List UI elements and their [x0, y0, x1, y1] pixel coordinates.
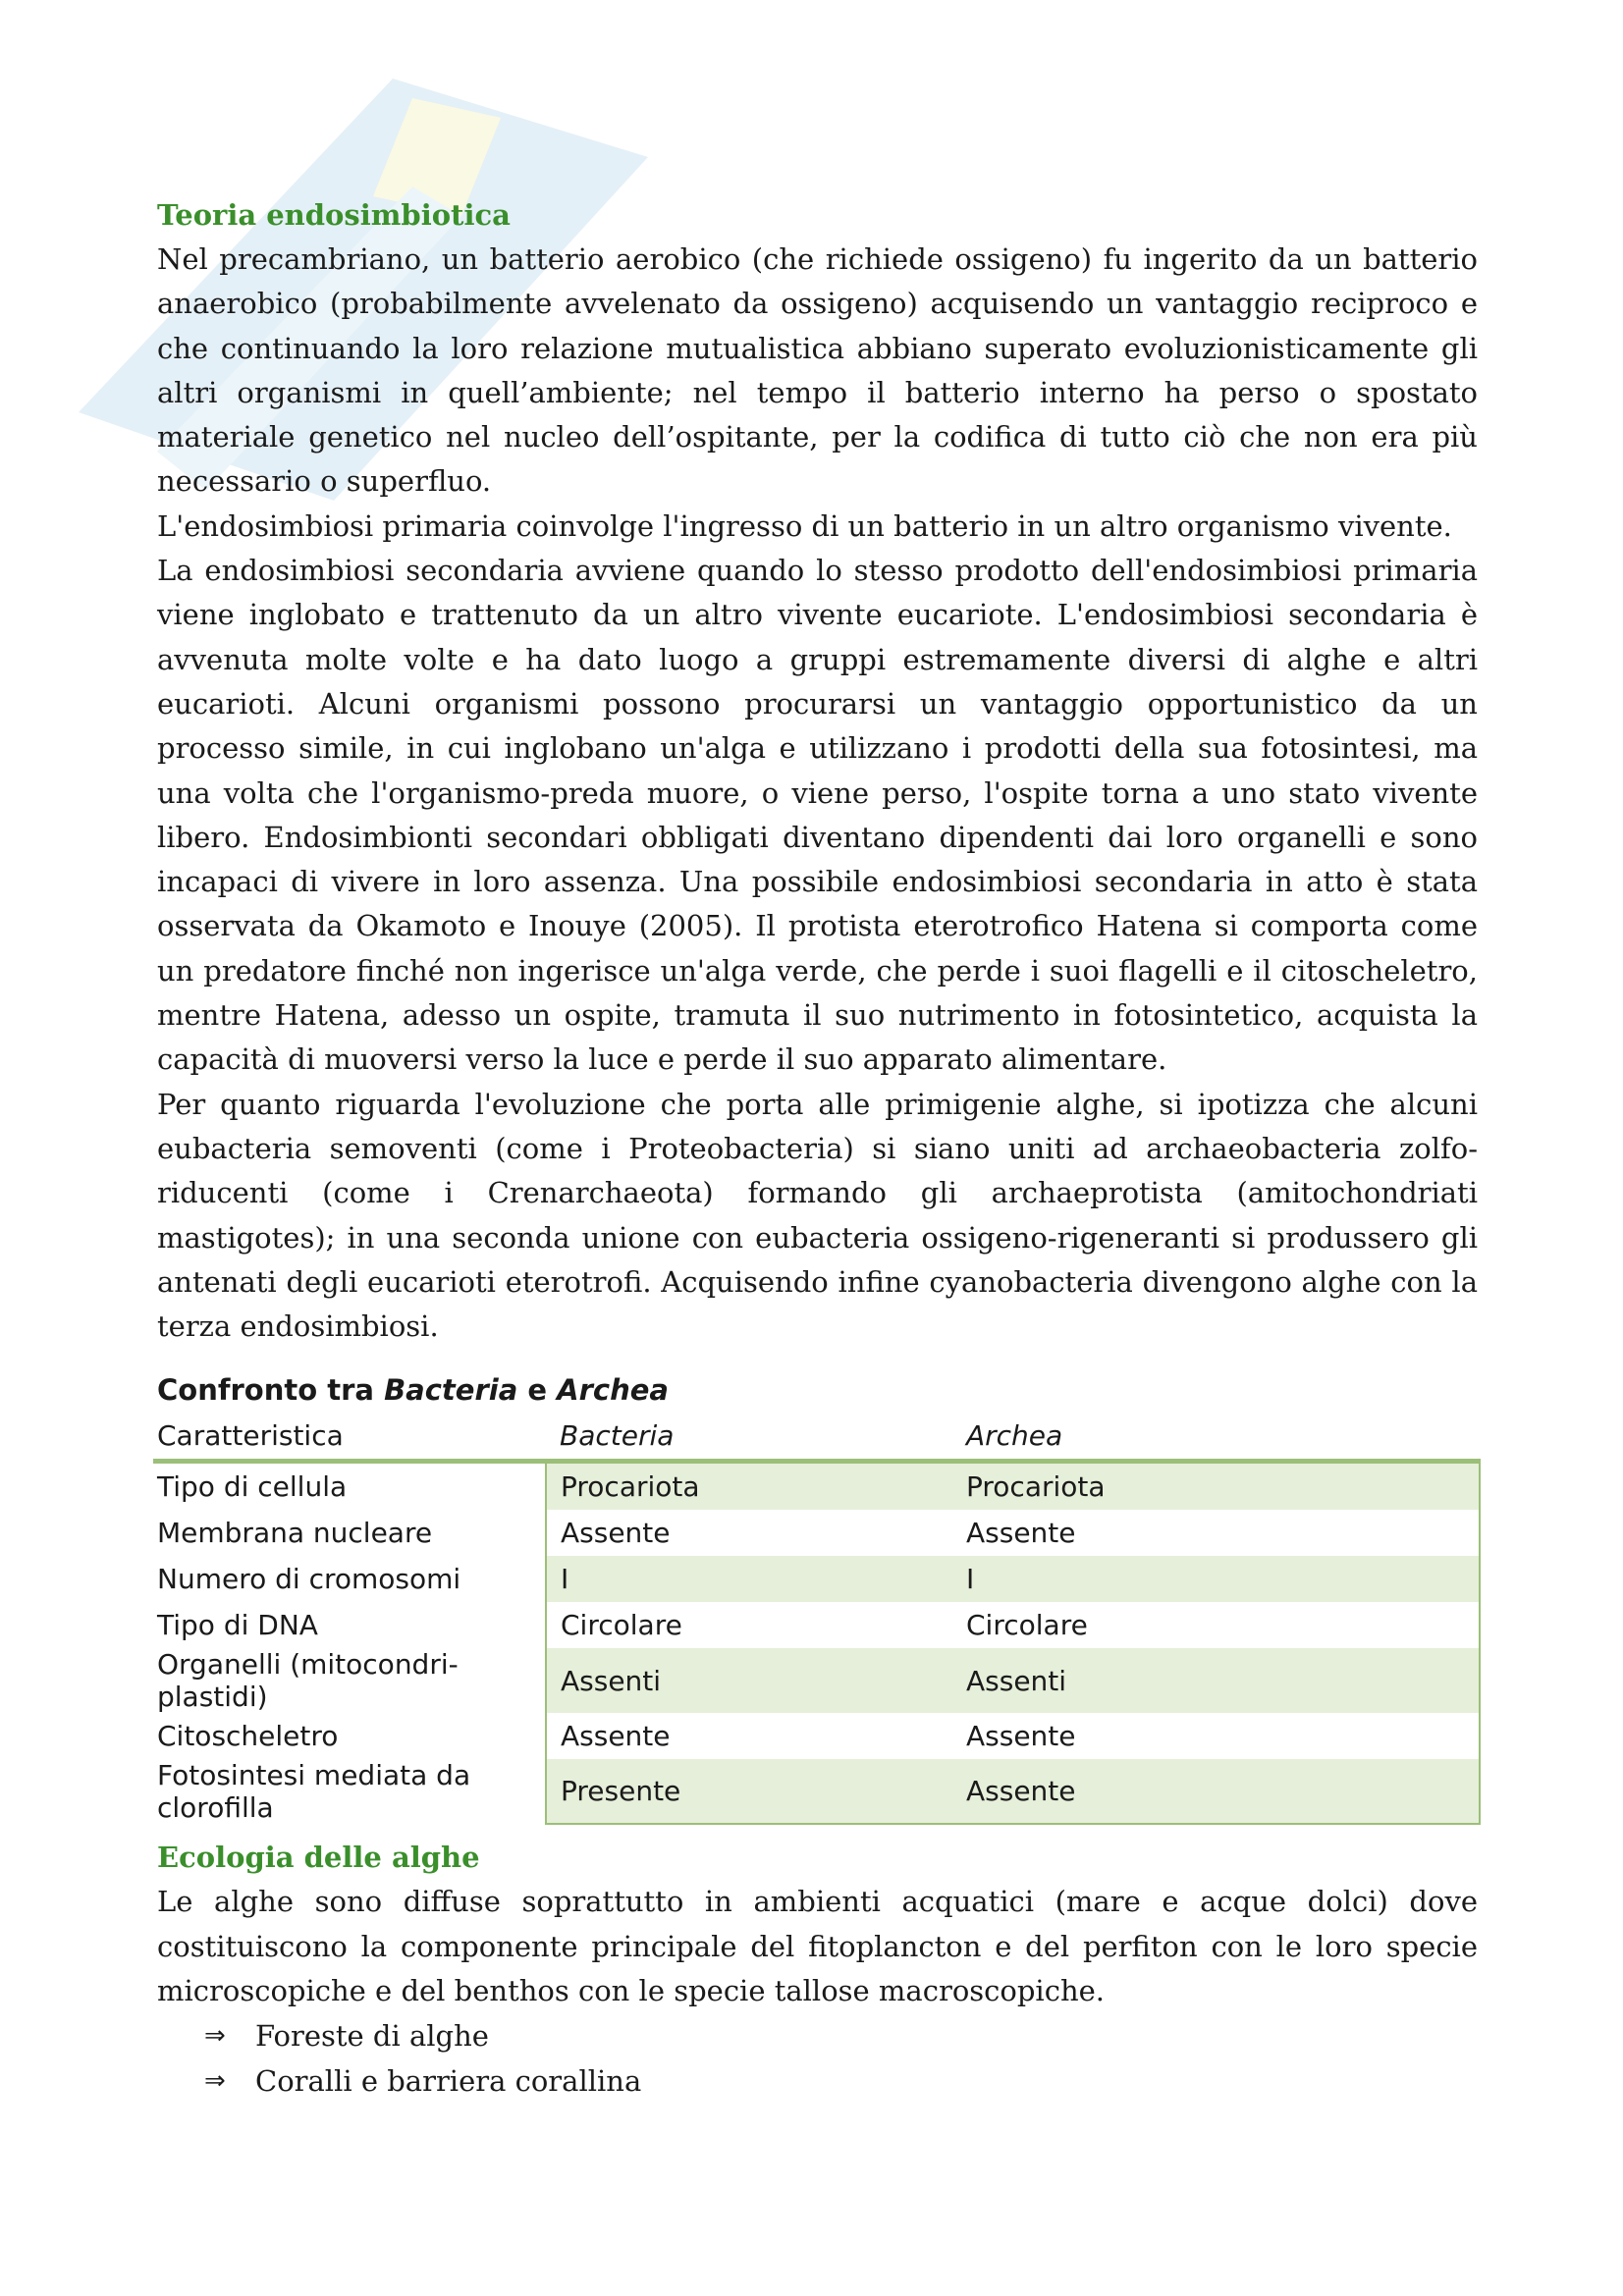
table-cell: Citoscheletro [157, 1720, 339, 1753]
table-row [153, 1648, 1480, 1713]
table-row [153, 1462, 1480, 1511]
table-cell: Circolare [952, 1602, 1480, 1648]
table-row [153, 1556, 1480, 1602]
table-row [153, 1759, 1480, 1824]
paragraph: La endosimbiosi secondaria avviene quando lo stesso prodotto dell'endosimbiosi primaria viene inglobato e trattenuto da un altro vivente eucariote. L'endosimbiosi secondaria è avvenuta molte volte e ha dato luogo a gruppi estremamente diversi di alghe e altri eucarioti. Alcuni organismi possono procurarsi un vantaggio opportunistico da un processo simile, in cui inglobano un'alga e utilizzano i prodotti della sua fotosintesi, ma una volta che l'organismo-preda muore, o viene perso, l'ospite torna a uno stato vivente libero. Endosimbionti secondari obbligati diventano dipendenti dai loro organelli e sono incapaci di vivere in loro assenza. Una possibile endosimbiosi secondaria in atto è stata osservata da Okamoto e Inouye (2005). Il protista eterotrofico Hatena si comporta come un predatore finché non ingerisce un'alga verde, che perde i suoi flagelli e il citoscheletro, mentre Hatena, adesso un ospite, tramuta il suo nutrimento in fotosintetico, acquista la capacità di muoversi verso la luce e perde il suo apparato alimentare. [157, 554, 1478, 1077]
table-cell: I [546, 1556, 952, 1602]
list-item-label: Foreste di alghe [255, 2019, 489, 2054]
table-cell: Numero di cromosomi [157, 1563, 461, 1596]
table-cell: Procariota [952, 1462, 1480, 1511]
table-row [153, 1510, 1480, 1556]
table-title-prefix: Confronto tra [157, 1373, 385, 1408]
table-cell: Procariota [546, 1462, 952, 1511]
table-cell: Fotosintesi mediata da clorofilla [157, 1759, 471, 1825]
table-cell: Assente [546, 1713, 952, 1759]
paragraph: Le alghe sono diffuse soprattutto in ambienti acquatici (mare e acque dolci) dove costituiscono la componente principale del fitoplancton e del perfiton con le loro specie microscopiche e del benthos con le specie tallose macroscopiche. [157, 1885, 1478, 2008]
paragraph: Nel precambriano, un batterio aerobico (che richiede ossigeno) fu ingerito da un batterio anaerobico (probabilmente avvelenato da ossigeno) acquisendo un vantaggio reciproco e che continuando la loro relazione mutualistica abbiano superato evoluzionisticamente gli altri organismi in quell’ambiente; nel tempo il batterio interno ha perso o spostato materiale genetico nel nucleo dell’ospitante, per la codifica di tutto ciò che non era più necessario o superfluo. [157, 242, 1478, 499]
list-item [204, 2013, 1478, 2058]
table-row [153, 1602, 1480, 1648]
column-header: Caratteristica [153, 1412, 546, 1462]
table-cell: Assente [952, 1510, 1480, 1556]
list-item-label: Coralli e barriera corallina [255, 2064, 642, 2099]
table-cell: Assenti [952, 1648, 1480, 1713]
table-cell: Assente [952, 1713, 1480, 1759]
table-cell: Assente [546, 1510, 952, 1556]
table-cell: Membrana nucleare [157, 1517, 433, 1550]
comparison-table [153, 1412, 1481, 1825]
table-title [157, 1368, 1478, 1412]
table-title-bacteria: Bacteria [384, 1373, 518, 1408]
table-cell: Tipo di cellula [157, 1470, 348, 1504]
table-cell: Assente [952, 1759, 1480, 1824]
section-title-endosymbiotic: Teoria endosimbiotica [157, 198, 511, 232]
column-header: Bacteria [546, 1412, 952, 1462]
table-row [153, 1713, 1480, 1759]
double-arrow-icon: ⇒ [204, 2021, 226, 2052]
paragraph: L'endosimbiosi primaria coinvolge l'ingresso di un batterio in un altro organismo vivente. [157, 508, 1452, 543]
paragraph: Per quanto riguarda l'evoluzione che porta alle primigenie alghe, si ipotizza che alcuni eubacteria semoventi (come i Proteobacteria) si siano uniti ad archaeobacteria zolfo-riducenti (come i Crenarchaeota) formando gli archaeprotista (amitochondriati mastigotes); in una seconda unione con eubacteria ossigeno-rigeneranti si produssero gli antenati degli eucarioti eterotrofi. Acquisendo infine cyanobacteria divengono alghe con la terza endosimbiosi. [157, 1087, 1478, 1344]
list-item [204, 2058, 1478, 2104]
table-cell: Circolare [546, 1602, 952, 1648]
table-title-archea: Archea [557, 1373, 669, 1408]
column-header: Archea [952, 1412, 1480, 1462]
section-title-ecology: Ecologia delle alghe [157, 1841, 480, 1875]
double-arrow-icon: ⇒ [204, 2066, 226, 2097]
table-cell: Presente [546, 1759, 952, 1824]
table-title-mid: e [517, 1373, 558, 1408]
table-cell: Tipo di DNA [157, 1609, 318, 1642]
document-page [157, 192, 1478, 2104]
table-cell: Organelli (mitocondri-plastidi) [157, 1648, 459, 1714]
table-cell: I [952, 1556, 1480, 1602]
table-cell: Assenti [546, 1648, 952, 1713]
bullet-list [204, 2013, 1478, 2104]
table-header-row [153, 1412, 1480, 1462]
